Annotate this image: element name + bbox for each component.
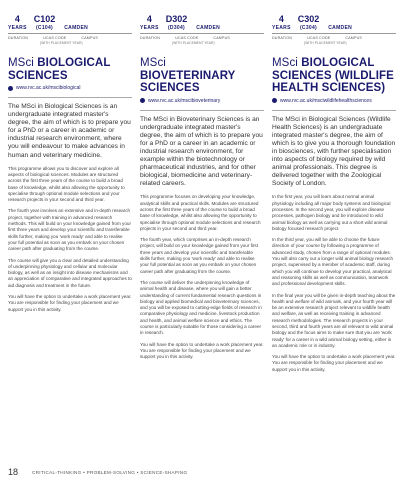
programme-body <box>272 194 396 373</box>
body-paragraph: In the third year, you will be able to choose the future direction of your course by following a programme of advanced study, chosen from a range of optional modules. You will also carry out a longer wild animal biology research project, supervised by a member of academic staff, during which you will continue to develop your practical, analytical and reasoning skills as well as communication, teamwork and professional development skills. <box>272 237 394 287</box>
body-paragraph: The course will give you a clear and detailed understanding of underpinning physiology and cellular and molecular biology, as well as an insight into disease mechanisms and an appreciation of comparative and integrated approaches to aid diagnosis and treatment in the future. <box>8 257 132 288</box>
web-link-icon <box>140 98 145 103</box>
duration-unit: YEARS <box>8 25 27 31</box>
programme-url[interactable]: www.rvc.ac.uk/msciwildlifehealthsciences <box>280 97 372 104</box>
body-paragraph: You will have the option to undertake a work placement year. You are responsible for finding your placement and we support you in this activity. <box>272 354 396 372</box>
programme-link[interactable] <box>8 85 132 91</box>
ucas-code: D302 <box>165 14 188 24</box>
web-link-icon <box>272 98 277 103</box>
page-number: 18 <box>8 467 19 477</box>
programme-body <box>140 194 264 360</box>
body-paragraph: You will have the option to undertake a work placement year. You are responsible for finding your placement and we support you in this activity. <box>140 341 264 360</box>
programme-name: BIOLOGICAL SCIENCES (WILDLIFE HEALTH SCIENCES) <box>272 57 394 94</box>
course-facts <box>272 6 396 34</box>
body-paragraph: In the final year you will be given in-depth teaching about the health and welfare of wild animals, and your fourth year will be an extensive research project relevant to wildlife health and welfare, as well as receiving training in advanced research methodologies. The research projects in your second, third and fourth years are all relevant to wild animal biology and the focus aims to make sure that you are 'work ready' for a career in a wild animal biology setting, either in an academic role or in industry. <box>272 292 396 348</box>
course-facts <box>140 6 264 34</box>
programme-column-biological-sciences <box>8 6 132 318</box>
legend-placement-note: (WITH PLACEMENT YEAR) <box>40 41 83 45</box>
ucas-code-placement: (C104) <box>35 25 54 31</box>
legend-ucas: UCAS CODE <box>175 36 199 40</box>
programme-name: BIOLOGICAL SCIENCES <box>8 57 111 82</box>
body-paragraph: The fourth year, which comprises an in-depth research project, will build on your knowledge gained from your first three years and develop your scientific and transferable skills further, making you 'work ready' and able to realise your full potential as soon as you embark on your chosen career path after graduating from the course. <box>140 237 258 274</box>
body-paragraph: In the first year, you will learn about normal animal physiology including all major body systems and biological processes. In the second year, you will explore disease processes, pathogen biology and be introduced to wild animal biology as well as carrying out a short wild animal biology focused research project. <box>272 194 391 231</box>
ucas-code-stat <box>298 15 320 31</box>
body-paragraph: This programme focuses on developing your knowledge, analytical skills and practical skills. Modules are structured across the first three years of the course to build a broad base of knowledge, whilst also allowing the opportunity to specialise through optional module selections and research projects in your second and third year. <box>140 194 261 231</box>
duration-value: 4 <box>14 14 20 24</box>
programme-column-wildlife-health-sciences <box>272 6 396 378</box>
programme-degree: MSci <box>8 57 34 69</box>
campus-name: CAMDEN <box>196 25 220 31</box>
duration-value: 4 <box>146 14 152 24</box>
duration-stat <box>8 15 27 31</box>
programme-body <box>8 166 132 313</box>
programme-intro: The MSci in Biological Sciences (Wildlife Health Sciences) is an undergraduate integrated master's degree, the aim of which is to give you a thorough foundation in biosciences, with further specialisation into aspects of biology required by wild animal professionals. This degree is delivered together with the Zoological Society of London. <box>272 110 396 189</box>
course-facts <box>8 6 132 34</box>
ucas-code-placement: (C304) <box>299 25 318 31</box>
legend-duration: DURATION <box>272 36 293 40</box>
programme-title <box>272 57 396 95</box>
programme-url[interactable]: www.rvc.ac.uk/msci​biological <box>16 85 81 91</box>
programme-degree: MSci <box>272 57 298 69</box>
body-paragraph: This programme allows you to discover and explore all aspects of biological sciences. Modules are structured across the first three years of the course to build a broad base of knowledge, whilst also allowing the opportunity to specialise through optional module selections and your research projects in your second and third year. <box>8 165 125 203</box>
campus-name: CAMDEN <box>64 25 88 31</box>
ucas-code-placement: (D304) <box>167 25 186 31</box>
ucas-code-stat <box>34 15 56 31</box>
web-link-icon <box>8 86 13 91</box>
ucas-code: C302 <box>297 14 320 24</box>
programme-link[interactable] <box>140 98 264 104</box>
facts-legend <box>140 36 230 40</box>
legend-duration: DURATION <box>140 36 161 40</box>
body-paragraph: You will have the option to undertake a work placement year. You are responsible for finding your placement and we support you in this activity. <box>8 294 132 312</box>
legend-duration: DURATION <box>8 36 29 40</box>
facts-legend <box>272 36 362 40</box>
duration-value: 4 <box>278 14 284 24</box>
body-paragraph: The course will deliver the underpinning knowledge of animal health and disease, where you will gain a better understanding of current fundamental research questions in biology and applied biomedical and bioveterinary sciences, and you will be exposed to cutting-edge fields of research in comparative physiology and medicine, livestock production and health, and animal welfare science and ethics. The course is particularly suitable for those considering a career in research. <box>140 279 262 336</box>
footer-tagline: CRITICAL-THINKING • PROBLEM-SOLVING • SCIENCE-SHAPING <box>32 469 188 475</box>
duration-stat <box>140 15 159 31</box>
legend-campus: CAMPUS <box>213 36 230 40</box>
programme-title <box>8 57 132 82</box>
programme-title <box>140 57 264 95</box>
legend-campus: CAMPUS <box>345 36 362 40</box>
duration-unit: YEARS <box>140 25 159 31</box>
legend-campus: CAMPUS <box>81 36 98 40</box>
programme-intro: The MSci in Biological Sciences is an undergraduate integrated master's degree, the aim of which is to prepare you for a PhD or a career in academic or industrial research environment, where you will endeavour to make advances in human and veterinary medicine. <box>8 97 132 160</box>
programme-link[interactable] <box>272 98 396 104</box>
body-paragraph: The fourth year involves an extensive and in-depth research project, together with training in advanced research methods. This will build on your knowledge gained from your first three years and develop your scientific and transferable skills further, making you 'work ready' and able to realise your full potential as soon as you embark on your chosen career path after graduating from the course. <box>8 208 131 252</box>
ucas-code-stat <box>166 15 188 31</box>
legend-ucas: UCAS CODE <box>307 36 331 40</box>
campus-name: CAMDEN <box>328 25 352 31</box>
page-footer <box>8 467 187 477</box>
duration-unit: YEARS <box>272 25 291 31</box>
programme-url[interactable]: www.rvc.ac.uk/mscibioveterinary <box>148 97 221 104</box>
ucas-code: C102 <box>33 14 56 24</box>
legend-placement-note: (WITH PLACEMENT YEAR) <box>304 41 347 45</box>
legend-placement-note: (WITH PLACEMENT YEAR) <box>172 41 215 45</box>
facts-legend <box>8 36 98 40</box>
programme-intro: The MSci in Bioveterinary Sciences is an undergraduate integrated master's degree, the aim of which is to prepare you for a PhD or a career in an academic or industrial research environment, for example within the biotechnology or pharmaceutical industries, and for other biological, biomedicine and veterinary-related careers. <box>140 110 264 189</box>
legend-ucas: UCAS CODE <box>43 36 67 40</box>
programme-column-bioveterinary-sciences <box>140 6 264 365</box>
programme-name: BIOVETERINARY SCIENCES <box>140 69 236 94</box>
duration-stat <box>272 15 291 31</box>
programme-degree: MSci <box>140 57 166 69</box>
